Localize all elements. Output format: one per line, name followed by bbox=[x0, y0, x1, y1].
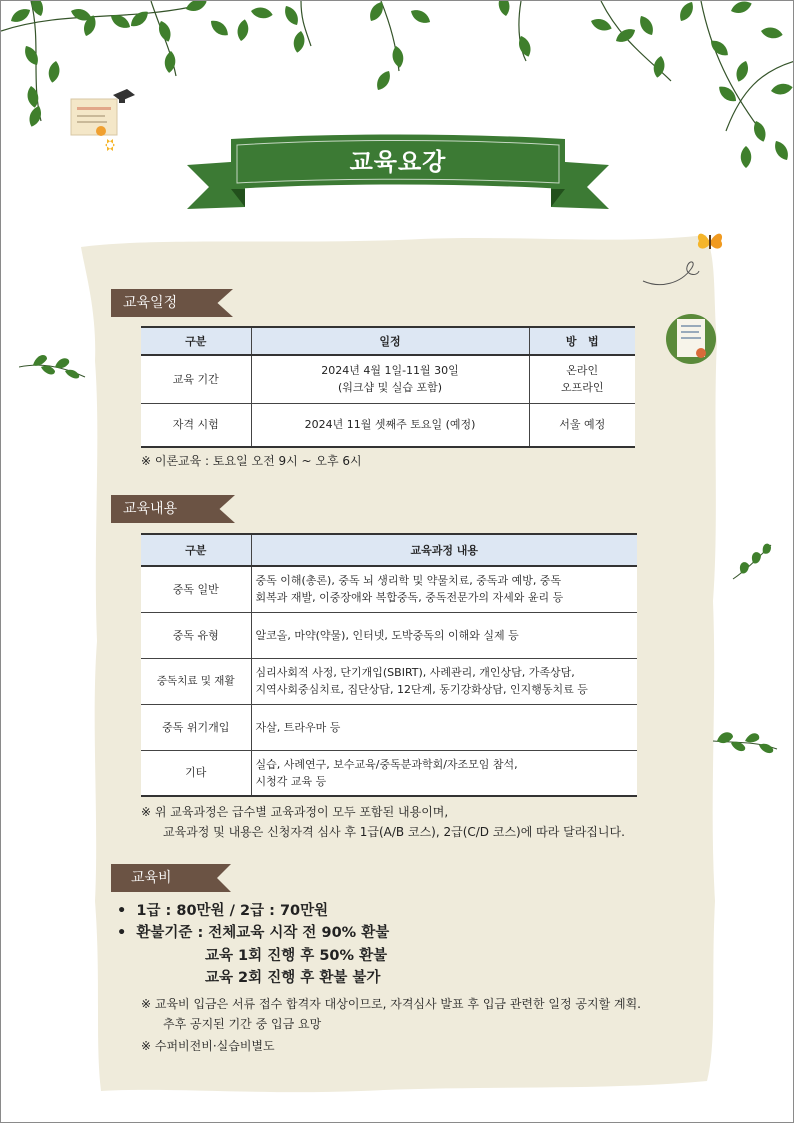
row-category: 중독 유형 bbox=[141, 612, 251, 658]
leaf-sprig-icon bbox=[19, 349, 89, 383]
schedule-method: 서울 예정 bbox=[529, 403, 635, 447]
column-header: 교육과정 내용 bbox=[251, 534, 637, 566]
schedule-date: 2024년 11월 셋째주 토요일 (예정) bbox=[251, 403, 529, 447]
fee-bullet: • 1급 : 80만원 / 2급 : 70만원 bbox=[117, 903, 329, 919]
table-row bbox=[141, 658, 637, 704]
date-line: (워크샵 및 실습 포함) bbox=[337, 381, 443, 395]
table-row bbox=[141, 750, 637, 796]
flight-path-icon bbox=[641, 259, 701, 289]
table-header-row bbox=[141, 534, 637, 566]
section-tag-label: 교육내용 bbox=[123, 501, 178, 517]
section-tag-label: 교육비 bbox=[131, 870, 172, 886]
row-category: 중독치료 및 재활 bbox=[141, 658, 251, 704]
fee-bullet-text: 1급 : 80만원 / 2급 : 70만원 bbox=[136, 903, 329, 919]
page-title: 교육요강 bbox=[349, 148, 447, 176]
table-header-row bbox=[141, 327, 635, 355]
fee-note-line: ※ 교육비 입금은 서류 접수 합격자 대상이므로, 자격심사 발표 후 입금 관련한 일정 공지할 계획. bbox=[141, 997, 641, 1011]
method-line: 오프라인 bbox=[560, 381, 604, 395]
schedule-note: ※ 이론교육 : 토요일 오전 9시 ~ 오후 6시 bbox=[141, 454, 362, 468]
schedule-table bbox=[141, 326, 635, 448]
row-content bbox=[251, 658, 637, 704]
leaf-sprig-icon bbox=[731, 541, 775, 585]
content-note-line: 교육과정 및 내용은 신청자격 심사 후 1급(A/B 코스), 2급(C/D 코스)에 따라 달라집니다. bbox=[163, 825, 625, 839]
table-row bbox=[141, 704, 637, 750]
refund-line: 교육 1회 진행 후 50% 환불 bbox=[205, 948, 388, 964]
schedule-method bbox=[529, 355, 635, 403]
content-line: 중독 이해(총론), 중독 뇌 생리학 및 약물치료, 중독과 예방, 중독 bbox=[255, 574, 562, 588]
content-line: 시청각 교육 등 bbox=[255, 774, 327, 788]
refund-line: 교육 2회 진행 후 환불 불가 bbox=[205, 970, 381, 986]
section-tag-label: 교육일정 bbox=[123, 295, 178, 311]
method-line: 온라인 bbox=[566, 364, 599, 378]
content-note-line: ※ 위 교육과정은 급수별 교육과정이 모두 포함된 내용이며, bbox=[141, 805, 449, 819]
fee-note-line: 추후 공지된 기간 중 입금 요망 bbox=[163, 1017, 322, 1031]
section-tag-schedule bbox=[111, 289, 233, 317]
content-line: 지역사회중심치료, 집단상담, 12단계, 동기강화상담, 인지행동치료 등 bbox=[255, 683, 588, 696]
column-header: 일정 bbox=[251, 327, 529, 355]
table-row bbox=[141, 612, 637, 658]
row-content bbox=[251, 750, 637, 796]
row-category: 자격 시험 bbox=[141, 403, 251, 447]
diploma-icon bbox=[69, 87, 137, 171]
row-category: 교육 기간 bbox=[141, 355, 251, 403]
section-tag-content bbox=[111, 495, 235, 523]
content-line: 회복과 재발, 이중장애와 복합중독, 중독전문가의 자세와 윤리 등 bbox=[255, 591, 564, 605]
curriculum-table bbox=[141, 533, 637, 797]
butterfly-icon bbox=[695, 229, 725, 255]
fee-note-line: ※ 수퍼비전비·실습비별도 bbox=[141, 1039, 275, 1053]
fee-bullet-text: 환불기준 : 전체교육 시작 전 90% 환불 bbox=[136, 925, 390, 941]
row-content: 자살, 트라우마 등 bbox=[251, 704, 637, 750]
table-row bbox=[141, 566, 637, 612]
content-line: 심리사회적 사정, 단기개입(SBIRT), 사례관리, 개인상담, 가족상담, bbox=[255, 666, 575, 679]
row-content: 알코올, 마약(약물), 인터넷, 도박중독의 이해와 실제 등 bbox=[251, 612, 637, 658]
table-row bbox=[141, 403, 635, 447]
date-line: 2024년 4월 1일-11월 30일 bbox=[321, 364, 459, 378]
row-content bbox=[251, 566, 637, 612]
row-category: 기타 bbox=[141, 750, 251, 796]
schedule-date bbox=[251, 355, 529, 403]
table-row bbox=[141, 355, 635, 403]
row-category: 중독 일반 bbox=[141, 566, 251, 612]
column-header: 구분 bbox=[141, 327, 251, 355]
content-line: 실습, 사례연구, 보수교육/중독분과학회/자조모임 참석, bbox=[255, 757, 518, 771]
fee-bullet: • 환불기준 : 전체교육 시작 전 90% 환불 bbox=[117, 925, 390, 941]
column-header: 방 법 bbox=[529, 327, 635, 355]
section-tag-fee bbox=[111, 864, 231, 892]
column-header: 구분 bbox=[141, 534, 251, 566]
row-category: 중독 위기개입 bbox=[141, 704, 251, 750]
certificate-badge-icon bbox=[665, 311, 717, 367]
leaf-sprig-icon bbox=[711, 725, 781, 759]
